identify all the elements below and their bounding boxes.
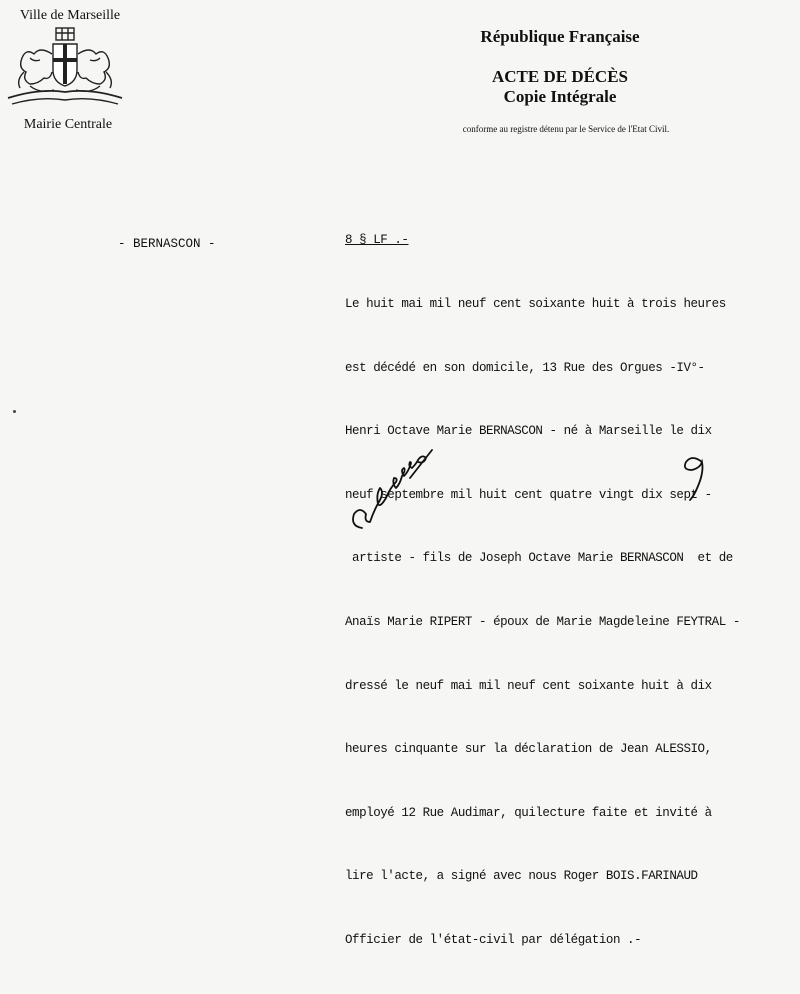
coat-of-arms-icon [0, 24, 130, 110]
act-line: Officier de l'état-civil par délégation .- [345, 932, 642, 947]
officer-signature [668, 452, 718, 502]
act-title: ACTE DE DÉCÈS [491, 67, 629, 86]
act-title-block [440, 67, 680, 107]
act-line: est décédé en son domicile, 13 Rue des Orgues -IV°- [345, 360, 705, 375]
act-body [345, 188, 800, 994]
act-line: dressé le neuf mai mil neuf cent soixante huit à dix [345, 678, 712, 693]
mairie-label: Mairie Centrale [23, 117, 113, 132]
act-subtitle: Copie Intégrale [503, 87, 617, 106]
declarant-signature [340, 448, 435, 532]
act-line: Le huit mai mil neuf cent soixante huit à trois heures [345, 297, 726, 311]
act-line: neuf septembre mil huit cent quatre vingt dix sept - [345, 487, 712, 502]
act-line: Anaïs Marie RIPERT - époux de Marie Magdeleine FEYTRAL - [345, 614, 740, 629]
margin-name: - BERNASCON - [118, 237, 216, 251]
paper-speck [13, 410, 16, 413]
act-line: Henri Octave Marie BERNASCON - né à Marseille le dix [345, 424, 712, 439]
republic-heading: République Française [480, 27, 640, 46]
act-line: heures cinquante sur la déclaration de Jean ALESSIO, [345, 742, 712, 757]
act-line: lire l'acte, a signé avec nous Roger BOIS.FARINAUD [345, 869, 698, 884]
act-line: artiste - fils de Joseph Octave Marie BERNASCON et de [345, 551, 733, 566]
conformity-note: conforme au registre détenu par le Service de l'Etat Civil. [462, 124, 670, 134]
act-line: employé 12 Rue Audimar, quilecture faite et invité à [345, 805, 712, 820]
city-name: Ville de Marseille [19, 8, 121, 23]
act-reference [345, 230, 800, 251]
reference-text: 8 § LF .- [345, 233, 409, 248]
